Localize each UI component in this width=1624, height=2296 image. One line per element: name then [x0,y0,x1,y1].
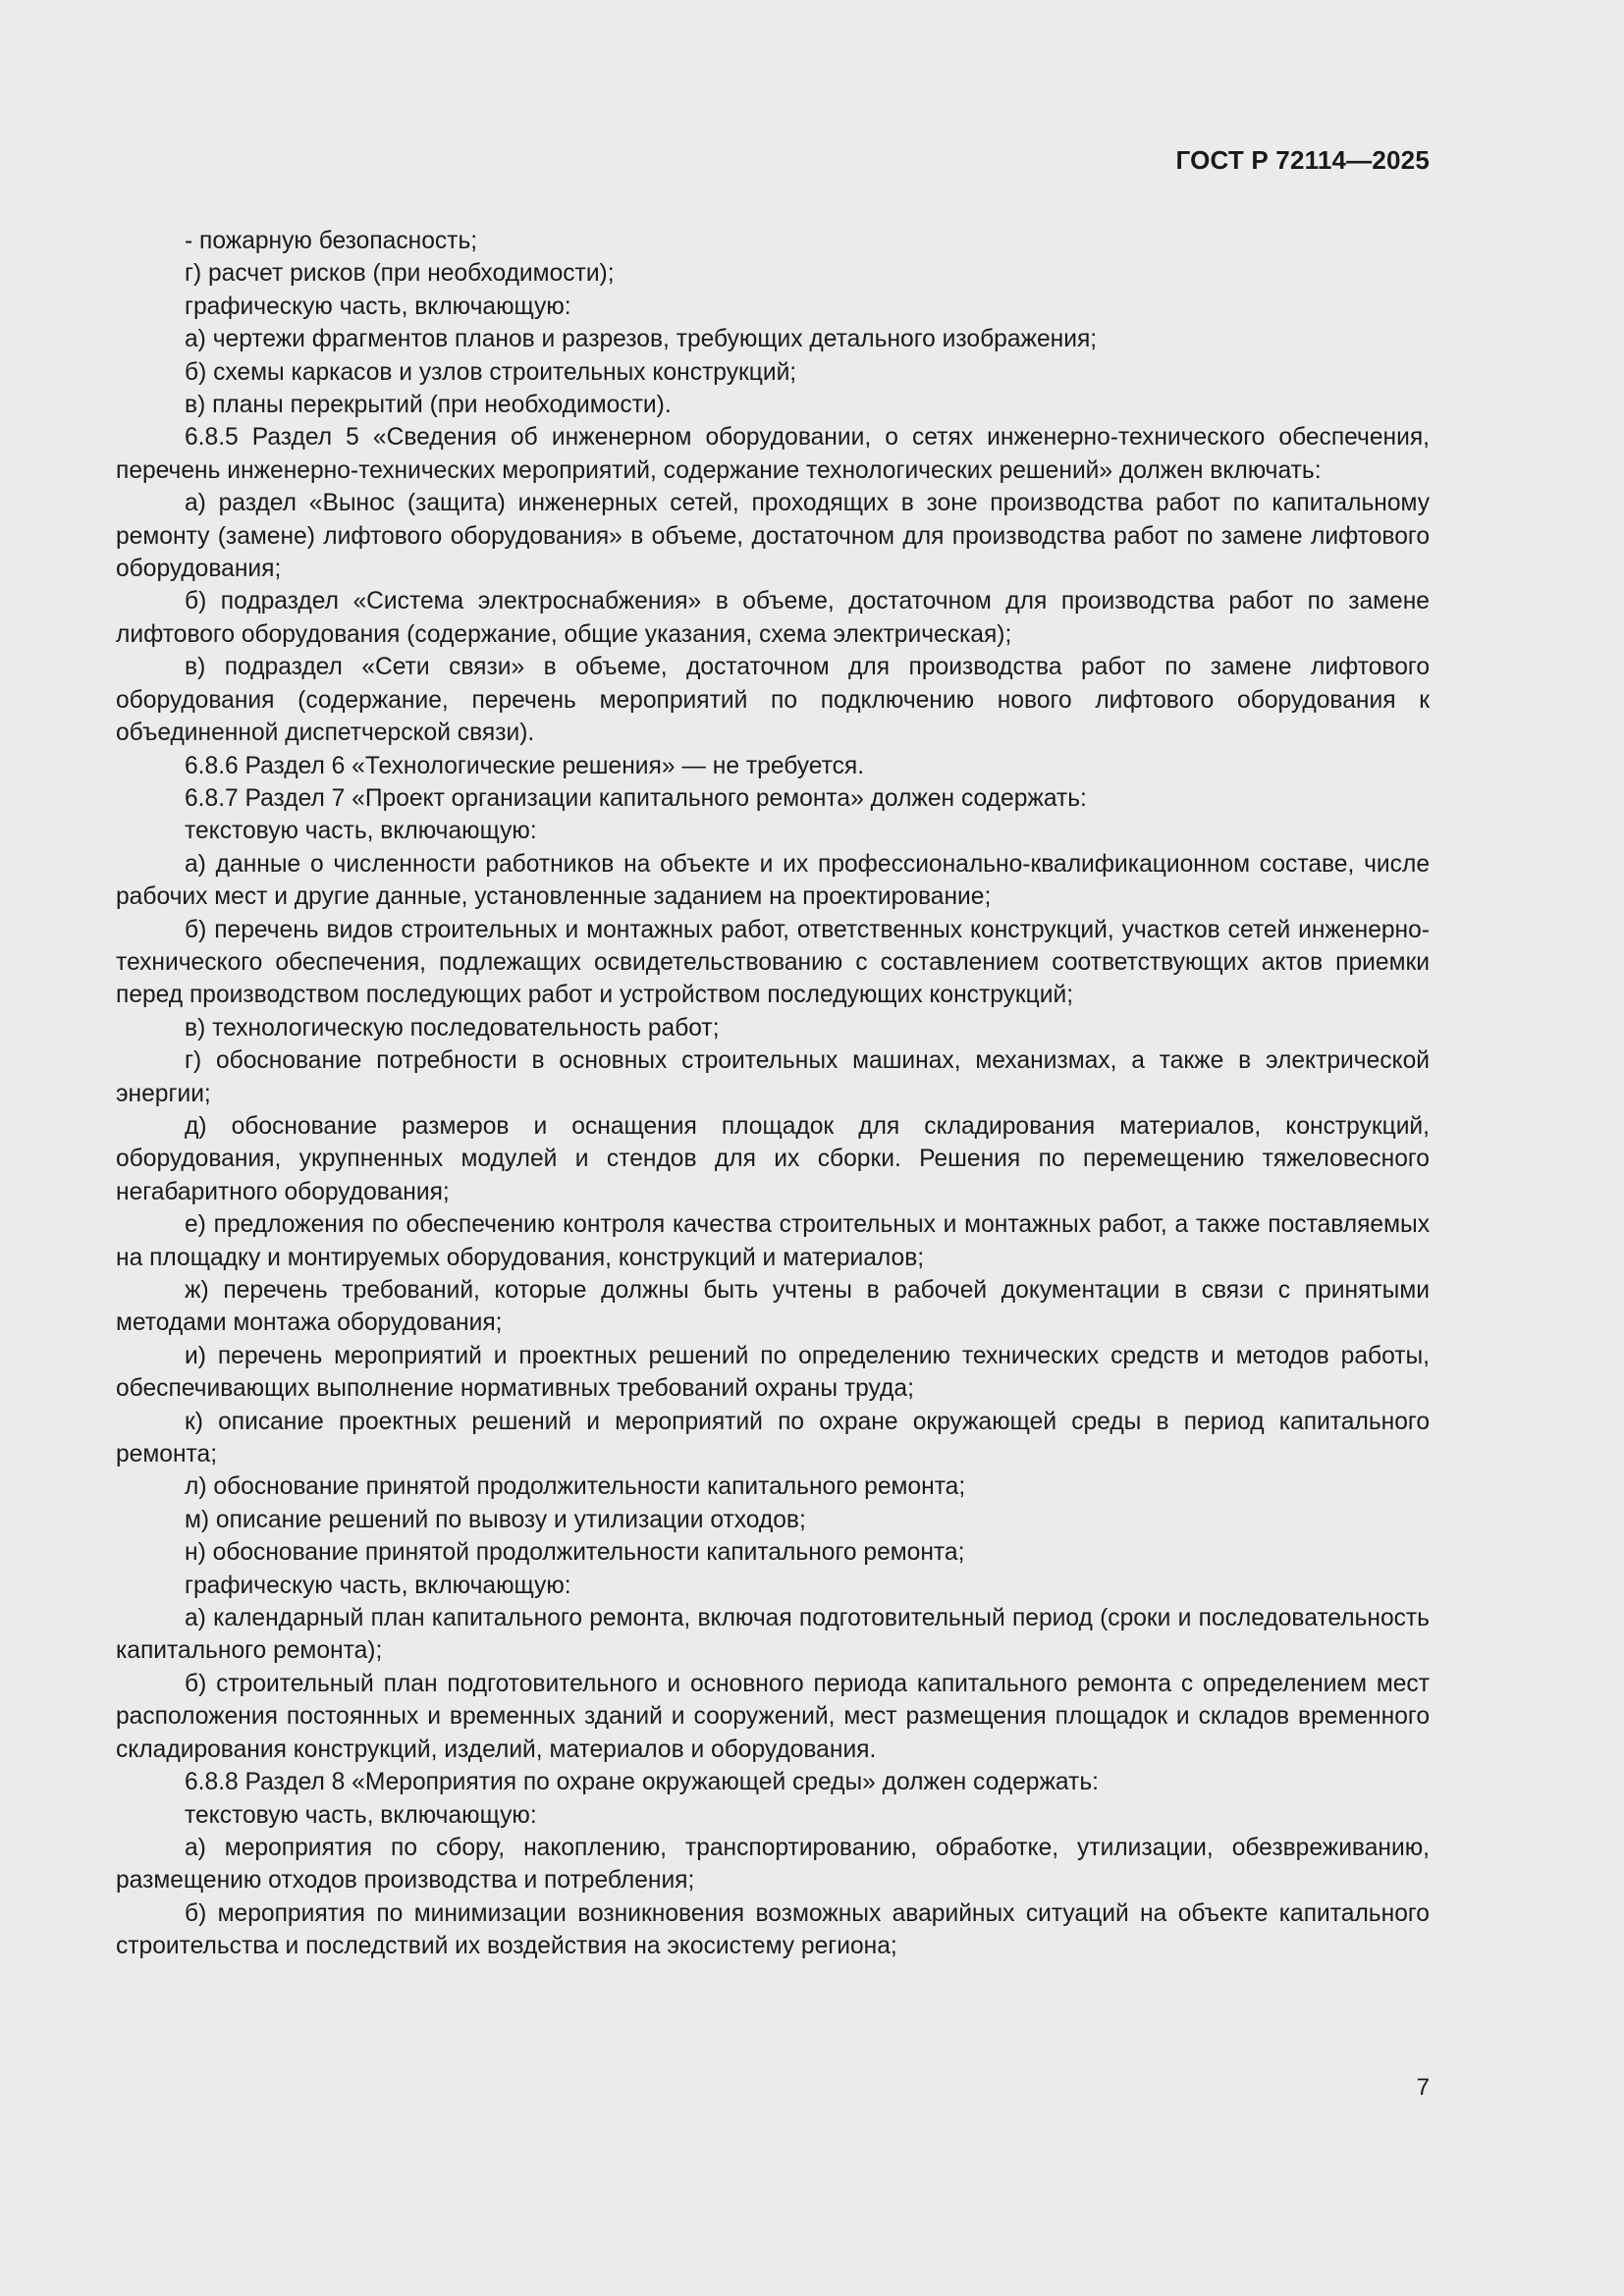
paragraph: текстовую часть, включающую: [185,1801,537,1829]
paragraph: м) описание решений по вывозу и утилизации отходов; [185,1506,806,1533]
paragraph: в) подраздел «Сети связи» в объеме, достаточном для производства работ по замене лифтового оборудования (содержание, перечень мероприятий по подключению нового лифтового оборудования к объединенной диспетчерской связи). [116,654,1430,747]
paragraph: а) чертежи фрагментов планов и разрезов, требующих детального изображения; [185,326,1098,353]
paragraph: б) мероприятия по минимизации возникновения возможных аварийных ситуаций на объекте капитального строительства и последствий их воздействия на экосистему региона; [116,1899,1430,1960]
paragraph: а) календарный план капитального ремонта, включая подготовительный период (сроки и последовательность капитального ремонта); [116,1605,1430,1665]
paragraph: б) строительный план подготовительного и основного периода капитального ремонта с определением мест расположения постоянных и временных зданий и сооружений, мест размещения площадок и складов временного складирования конструкций, изделий, материалов и оборудования. [116,1670,1430,1763]
paragraph: б) подраздел «Система электроснабжения» в объеме, достаточном для производства работ по замене лифтового оборудования (содержание, общие указания, схема электрическая); [116,588,1430,648]
paragraph: и) перечень мероприятий и проектных решений по определению технических средств и методов работы, обеспечивающих выполнение нормативных требований охраны труда; [116,1342,1430,1403]
paragraph: текстовую часть, включающую: [185,818,537,845]
paragraph: ж) перечень требований, которые должны быть учтены в рабочей документации в связи с принятыми методами монтажа оборудования; [116,1277,1430,1337]
paragraph: графическую часть, включающую: [185,293,571,320]
paragraph: - пожарную безопасность; [185,228,478,254]
document-body [116,225,1430,1963]
paragraph: е) предложения по обеспечению контроля качества строительных и монтажных работ, а также поставляемых на площадку и монтируемых оборудования, конструкций и материалов; [116,1211,1430,1271]
section-paragraph: 6.8.6 Раздел 6 «Технологические решения» — не требуется. [185,752,865,779]
paragraph: графическую часть, включающую: [185,1572,571,1599]
section-paragraph: 6.8.8 Раздел 8 «Мероприятия по охране окружающей среды» должен содержать: [185,1769,1099,1796]
paragraph: а) раздел «Вынос (защита) инженерных сетей, проходящих в зоне производства работ по капитальному ремонту (замене) лифтового оборудования» в объеме, достаточном для производства работ по замене лифтового оборудования; [116,490,1430,583]
paragraph: н) обоснование принятой продолжительности капитального ремонта; [185,1539,965,1567]
paragraph: л) обоснование принятой продолжительности капитального ремонта; [185,1473,966,1501]
paragraph: а) данные о численности работников на объекте и их профессионально-квалификационном составе, числе рабочих мест и другие данные, установленные заданием на проектирование; [116,850,1430,911]
page-number: 7 [1416,2074,1430,2101]
paragraph: б) перечень видов строительных и монтажных работ, ответственных конструкций, участков сетей инженерно-технического обеспечения, подлежащих освидетельствованию с составлением соответствующих актов приемки перед производством последующих работ и устройством последующих конструкций; [116,916,1430,1009]
document-header: ГОСТ Р 72114—2025 [1175,145,1430,175]
paragraph: к) описание проектных решений и мероприятий по охране окружающей среды в период капитального ремонта; [116,1408,1430,1468]
section-paragraph: 6.8.7 Раздел 7 «Проект организации капитального ремонта» должен содержать: [185,784,1087,812]
section-paragraph: 6.8.5 Раздел 5 «Сведения об инженерном оборудовании, о сетях инженерно-технического обеспечения, перечень инженерно-технических мероприятий, содержание технологических решений» должен включать: [116,424,1430,484]
paragraph: б) схемы каркасов и узлов строительных конструкций; [185,358,797,386]
paragraph: г) расчет рисков (при необходимости); [185,260,615,288]
paragraph: в) планы перекрытий (при необходимости). [185,392,672,419]
paragraph: д) обоснование размеров и оснащения площадок для складирования материалов, конструкций, оборудования, укрупненных модулей и стендов для их сборки. Решения по перемещению тяжеловесного негабаритного оборудования; [116,1112,1430,1205]
paragraph: г) обоснование потребности в основных строительных машинах, механизмах, а также в электрической энергии; [116,1047,1430,1107]
paragraph: в) технологическую последовательность работ; [185,1014,720,1041]
paragraph: а) мероприятия по сбору, накоплению, транспортированию, обработке, утилизации, обезвреживанию, размещению отходов производства и потребления; [116,1834,1430,1895]
